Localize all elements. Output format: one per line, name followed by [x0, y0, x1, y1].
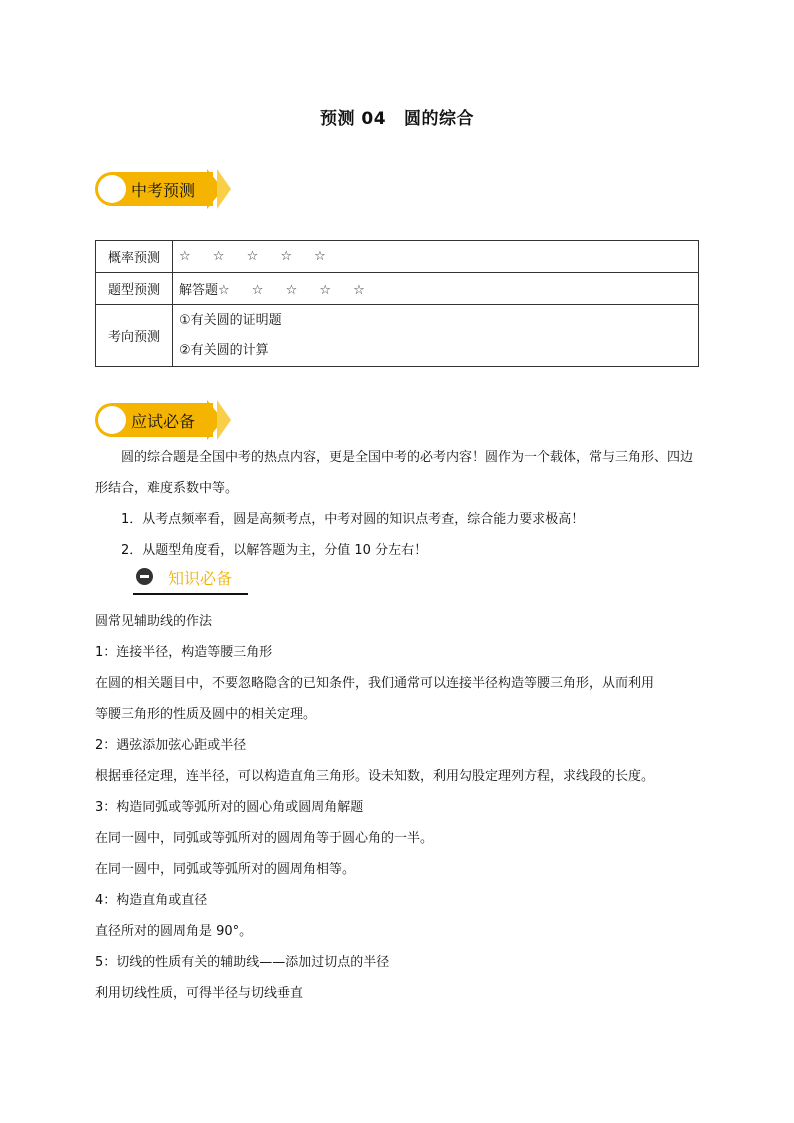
- body-line: 直径所对的圆周角是 90°。: [95, 924, 253, 939]
- table-cell: [173, 273, 699, 305]
- body-content: [95, 606, 701, 1009]
- body-line: 5：切线的性质有关的辅助线——添加过切点的半径: [95, 955, 390, 970]
- banner-circle-icon: [98, 406, 126, 434]
- table-row: [96, 273, 699, 305]
- body-line: 根据垂径定理，连半径，可以构造直角三角形。设未知数，利用勾股定理列方程，求线段的长度。: [95, 769, 655, 784]
- intro-item: 2．从题型角度看，以解答题为主，分值 10 分左右！: [121, 543, 428, 558]
- table-header-cell: 考向预测: [96, 305, 173, 367]
- body-line: 等腰三角形的性质及圆中的相关定理。: [95, 707, 317, 722]
- body-line: 4：构造直角或直径: [95, 893, 208, 908]
- body-line: 圆常见辅助线的作法: [95, 614, 213, 629]
- body-line: 1：连接半径，构造等腰三角形: [95, 645, 273, 660]
- title-prefix: 预测 04: [319, 109, 387, 129]
- intro-block: [95, 442, 701, 566]
- title-main: 圆的综合: [404, 109, 475, 129]
- section-label: 应试必备: [131, 412, 196, 431]
- table-cell: [173, 305, 699, 367]
- body-line: 在圆的相关题目中，不要忽略隐含的已知条件，我们通常可以连接半径构造等腰三角形，从而利用: [95, 676, 655, 691]
- table-header-cell: 概率预测: [96, 241, 173, 273]
- table-row: [96, 305, 699, 367]
- knowledge-heading: [133, 561, 248, 595]
- body-line: 3：构造同弧或等弧所对的圆心角或圆周角解题: [95, 800, 364, 815]
- knowledge-label: 知识必备: [168, 569, 233, 588]
- direction-item: ①有关圆的证明题: [179, 312, 282, 328]
- direction-item: ②有关圆的计算: [179, 342, 269, 358]
- prediction-table: [95, 240, 699, 367]
- table-header-cell: 题型预测: [96, 273, 173, 305]
- star-rating: ☆ ☆ ☆ ☆ ☆: [218, 283, 374, 298]
- section-label: 中考预测: [131, 181, 196, 200]
- page-title: [0, 104, 794, 129]
- body-line: 2：遇弦添加弦心距或半径: [95, 738, 247, 753]
- table-cell: [173, 241, 699, 273]
- minus-circle-icon: [136, 568, 153, 585]
- banner-circle-icon: [98, 175, 126, 203]
- question-type: 解答题: [179, 283, 219, 298]
- body-line: 在同一圆中，同弧或等弧所对的圆周角相等。: [95, 862, 356, 877]
- intro-item: 1．从考点频率看，圆是高频考点，中考对圆的知识点考查，综合能力要求极高！: [121, 512, 585, 527]
- intro-paragraph: 圆的综合题是全国中考的热点内容，更是全国中考的必考内容！圆作为一个载体，常与三角形、四边形结合，难度系数中等。: [95, 450, 694, 496]
- star-rating: ☆ ☆ ☆ ☆ ☆: [179, 249, 335, 264]
- body-line: 利用切线性质，可得半径与切线垂直: [95, 986, 304, 1001]
- body-line: 在同一圆中，同弧或等弧所对的圆周角等于圆心角的一半。: [95, 831, 434, 846]
- table-row: [96, 241, 699, 273]
